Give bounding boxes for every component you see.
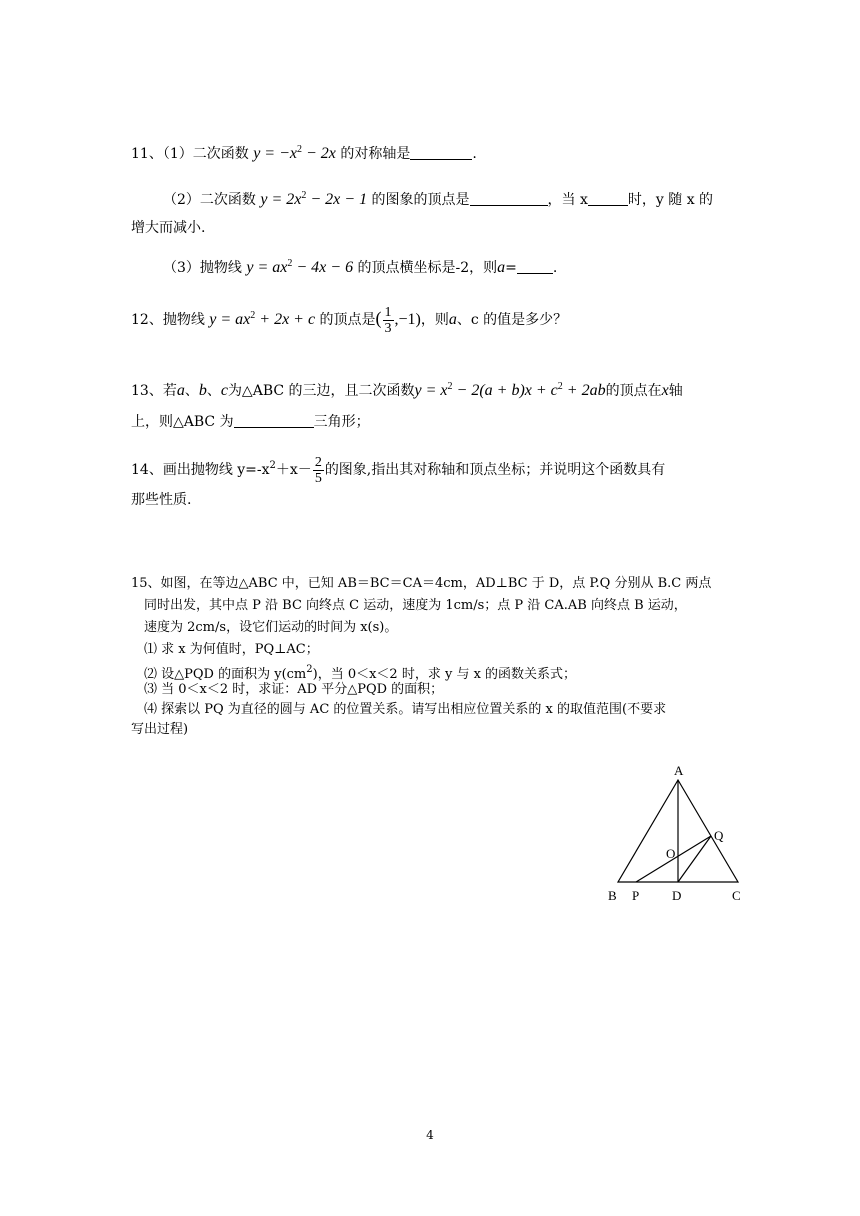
label-b: B xyxy=(608,888,617,903)
q14: 14、画出抛物线 $y=-x^2+x-$ $\frac{2}{5}$ 的图象,指出其对称轴和顶点坐标；并说明这个函数具有 xyxy=(131,454,666,486)
q11-part1: 11、（1）二次函数 $y = -x^2 - 2x$ 的对称轴是 . xyxy=(131,144,477,162)
q11-part2: （2）二次函数 $y = 2x^2 - 2x - 1$ 的图象的顶点是 ，当 x 时，y 随 x 的 xyxy=(163,190,714,208)
answer-blank xyxy=(234,413,314,428)
formula: $y = ax^2 - 4x - 6$ xyxy=(246,258,354,276)
fraction: $\frac{1}{3}$ xyxy=(384,304,392,336)
segment-dq xyxy=(678,836,711,882)
q13: 13、若a、b、c为△ABC 的三边，且二次函数$y = x^2 - 2(a + b)x + c^2 + 2ab$的顶点在x轴 xyxy=(131,381,683,399)
q12: 12、抛物线 $y = ax^2 + 2x + c$ 的顶点是( $\frac{1}{3}$ ,−1)，则a、c 的值是多少？ xyxy=(131,304,568,336)
label-o: O xyxy=(666,846,676,861)
label-a: A xyxy=(674,763,684,778)
fraction: $\frac{2}{5}$ xyxy=(314,454,322,486)
label-q: Q xyxy=(714,828,724,843)
formula: $y = ax^2 + 2x + c$ xyxy=(209,310,316,328)
formula: $y = x^2 - 2(a + b)x + c^2 + 2ab$ xyxy=(414,381,606,399)
q15-sub4-line1: ⑷ 探索以 PQ 为直径的圆与 AC 的位置关系。请写出相应位置关系的 x 的取值范围(不要求 xyxy=(144,702,667,717)
q15-sub1: ⑴ 求 x 为何值时，PQ⊥AC； xyxy=(144,642,319,657)
q13-line2: 上，则△ABC 为 三角形； xyxy=(131,414,370,430)
q14-line2: 那些性质. xyxy=(131,492,192,508)
label-c: C xyxy=(732,888,741,903)
answer-blank xyxy=(410,145,472,160)
page-number: 4 xyxy=(426,1128,434,1142)
q11-part3: （3）抛物线 $y = ax^2 - 4x - 6$ 的顶点横坐标是-2，则a= . xyxy=(163,258,558,276)
q15-sub2: ⑵ 设△PQD 的面积为 $y(cm^2)$，当 0＜x＜2 时，求 y 与 x 的函数关系式； xyxy=(144,664,577,682)
label-d: D xyxy=(672,888,682,903)
q11-part2-line2: 增大而减小. xyxy=(131,220,206,236)
answer-blank xyxy=(470,191,548,206)
q15-sub4-line2: 写出过程) xyxy=(131,722,189,737)
label-p: P xyxy=(632,888,640,903)
answer-blank xyxy=(517,259,553,274)
q15-line1: 15、如图，在等边△ABC 中，已知 AB＝BC＝CA＝4cm，AD⊥BC 于 D，点 P.Q 分别从 B.C 两点 xyxy=(131,576,712,591)
formula: $y = 2x^2 - 2x - 1$ xyxy=(260,190,368,208)
formula: $y = -x^2 - 2x$ xyxy=(253,144,336,162)
q15-line2: 同时出发，其中点 P 沿 BC 向终点 C 运动，速度为 1cm/s；点 P 沿 CA.AB 向终点 B 运动， xyxy=(144,598,687,613)
q15-sub3: ⑶ 当 0＜x＜2 时，求证：AD 平分△PQD 的面积； xyxy=(144,682,444,697)
answer-blank xyxy=(588,191,628,206)
triangle-figure xyxy=(600,760,760,910)
q15-line3: 速度为 2cm/s，设它们运动的时间为 x(s)。 xyxy=(144,620,398,635)
